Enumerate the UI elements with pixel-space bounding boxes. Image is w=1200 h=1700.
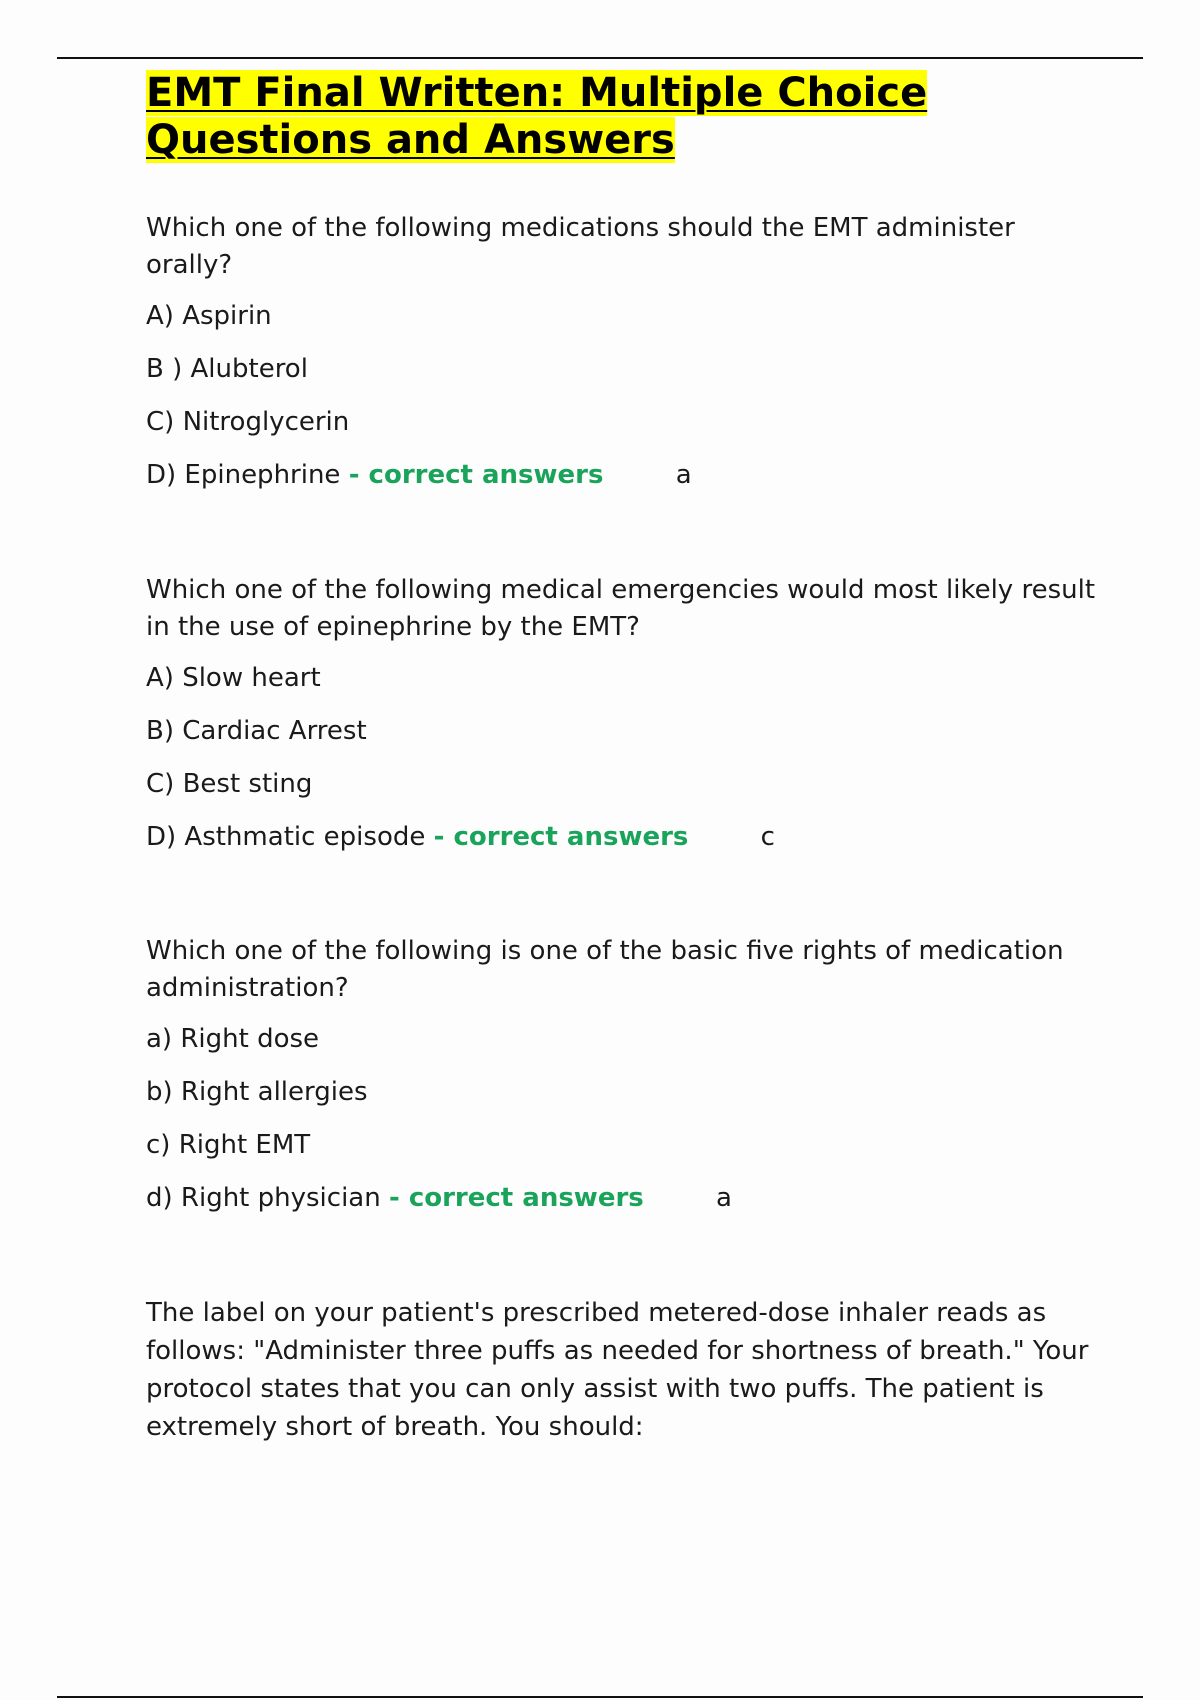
option-a <box>146 1021 1106 1058</box>
question-text: Which one of the following medications should the EMT administer orally? <box>146 213 1015 280</box>
option-label: C) Best sting <box>146 769 313 799</box>
option-label: B) Cardiac Arrest <box>146 716 367 746</box>
option-b <box>146 713 1106 750</box>
correct-answers-label: - correct answers <box>348 460 604 490</box>
title-line-2: Questions and Answers <box>146 117 675 163</box>
top-rule <box>57 57 1143 59</box>
answer-letter: a <box>675 460 692 490</box>
option-d <box>146 819 1106 856</box>
answer-letter: a <box>716 1183 732 1213</box>
correct-answers-label: - correct answers <box>433 822 689 852</box>
option-c <box>146 404 1106 441</box>
option-label: A) Slow heart <box>146 663 321 693</box>
option-label: a) Right dose <box>146 1024 320 1054</box>
option-label: c) Right EMT <box>146 1130 311 1160</box>
option-a <box>146 298 1106 335</box>
option-a <box>146 660 1106 697</box>
option-label: A) Aspirin <box>146 301 272 331</box>
option-label: C) Nitroglycerin <box>146 407 350 437</box>
option-d <box>146 1180 1106 1217</box>
option-label: b) Right allergies <box>146 1077 368 1107</box>
question-text: Which one of the following is one of the basic five rights of medication administration? <box>146 936 1064 1003</box>
question-1 <box>146 210 1106 510</box>
option-c <box>146 1127 1106 1164</box>
option-label: d) Right physician <box>146 1183 381 1213</box>
option-b <box>146 1074 1106 1111</box>
question-4 <box>146 1294 1106 1460</box>
option-label: D) Epinephrine <box>146 460 341 490</box>
correct-answers-label: - correct answers <box>388 1183 644 1213</box>
question-2 <box>146 572 1106 872</box>
bottom-rule <box>57 1696 1143 1698</box>
title-block <box>146 70 1106 164</box>
answer-letter: c <box>760 822 775 852</box>
title-line-1: EMT Final Written: Multiple Choice <box>146 70 928 116</box>
question-text: Which one of the following medical emergencies would most likely result in the use of epinephrine by the EMT? <box>146 575 1096 642</box>
option-c <box>146 766 1106 803</box>
question-3 <box>146 933 1106 1233</box>
question-text: The label on your patient's prescribed metered-dose inhaler reads as follows: "Administer three puffs as needed for shortness of breath." Your protocol states that you can only assist with two puffs. The patient is extremely short of breath. You should: <box>146 1298 1089 1442</box>
option-b <box>146 351 1106 388</box>
option-label: B ) Alubterol <box>146 354 308 384</box>
option-d <box>146 457 1106 494</box>
option-label: D) Asthmatic episode <box>146 822 426 852</box>
page-title <box>146 70 1106 164</box>
